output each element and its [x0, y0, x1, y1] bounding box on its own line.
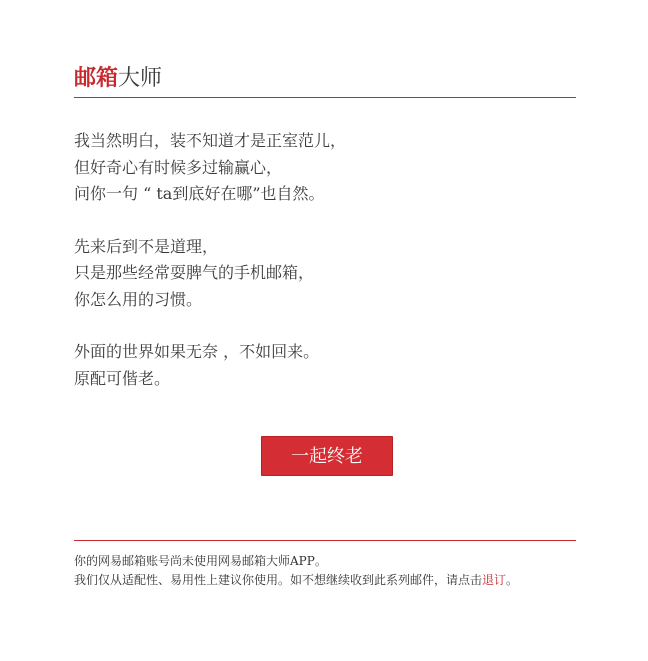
footer-line-2-text: 我们仅从适配性、易用性上建议你使用。如不想继续收到此系列邮件，请点击 — [74, 573, 483, 587]
brand-logo — [74, 58, 576, 95]
body-line: 你怎么用的习惯。 — [74, 289, 203, 309]
body-line: 先来后到不是道理， — [74, 236, 219, 256]
email-content — [74, 58, 576, 476]
body-line: 但好奇心有时候多过输赢心， — [74, 157, 283, 177]
footer-text — [74, 552, 576, 590]
paragraph-3 — [74, 339, 576, 392]
header-divider — [74, 97, 576, 98]
paragraph-2 — [74, 234, 576, 314]
grow-old-together-button[interactable]: 一起终老 — [261, 436, 393, 476]
unsubscribe-link[interactable]: 退订 — [482, 573, 507, 587]
body-line: 问你一句 “ ta到底好在哪”也自然。 — [74, 184, 325, 203]
body-line: 只是那些经常耍脾气的手机邮箱， — [74, 263, 315, 282]
paragraph-1 — [74, 128, 576, 208]
body-line: 我当然明白，装不知道才是正室范儿， — [74, 131, 347, 150]
body-line: 原配可偕老。 — [74, 368, 171, 388]
email-footer — [74, 540, 576, 590]
logo-text-master: 大师 — [118, 66, 163, 91]
email-body — [74, 128, 576, 392]
logo-text-mailbox: 邮箱 — [74, 66, 119, 91]
footer-line-2-end: 。 — [506, 573, 519, 587]
footer-line-2 — [74, 571, 576, 590]
footer-divider — [74, 540, 576, 541]
footer-line-1: 你的网易邮箱账号尚未使用网易邮箱大师APP。 — [74, 554, 327, 568]
cta-row — [74, 436, 576, 476]
body-line: 外面的世界如果无奈 ，不如回来。 — [74, 342, 320, 361]
